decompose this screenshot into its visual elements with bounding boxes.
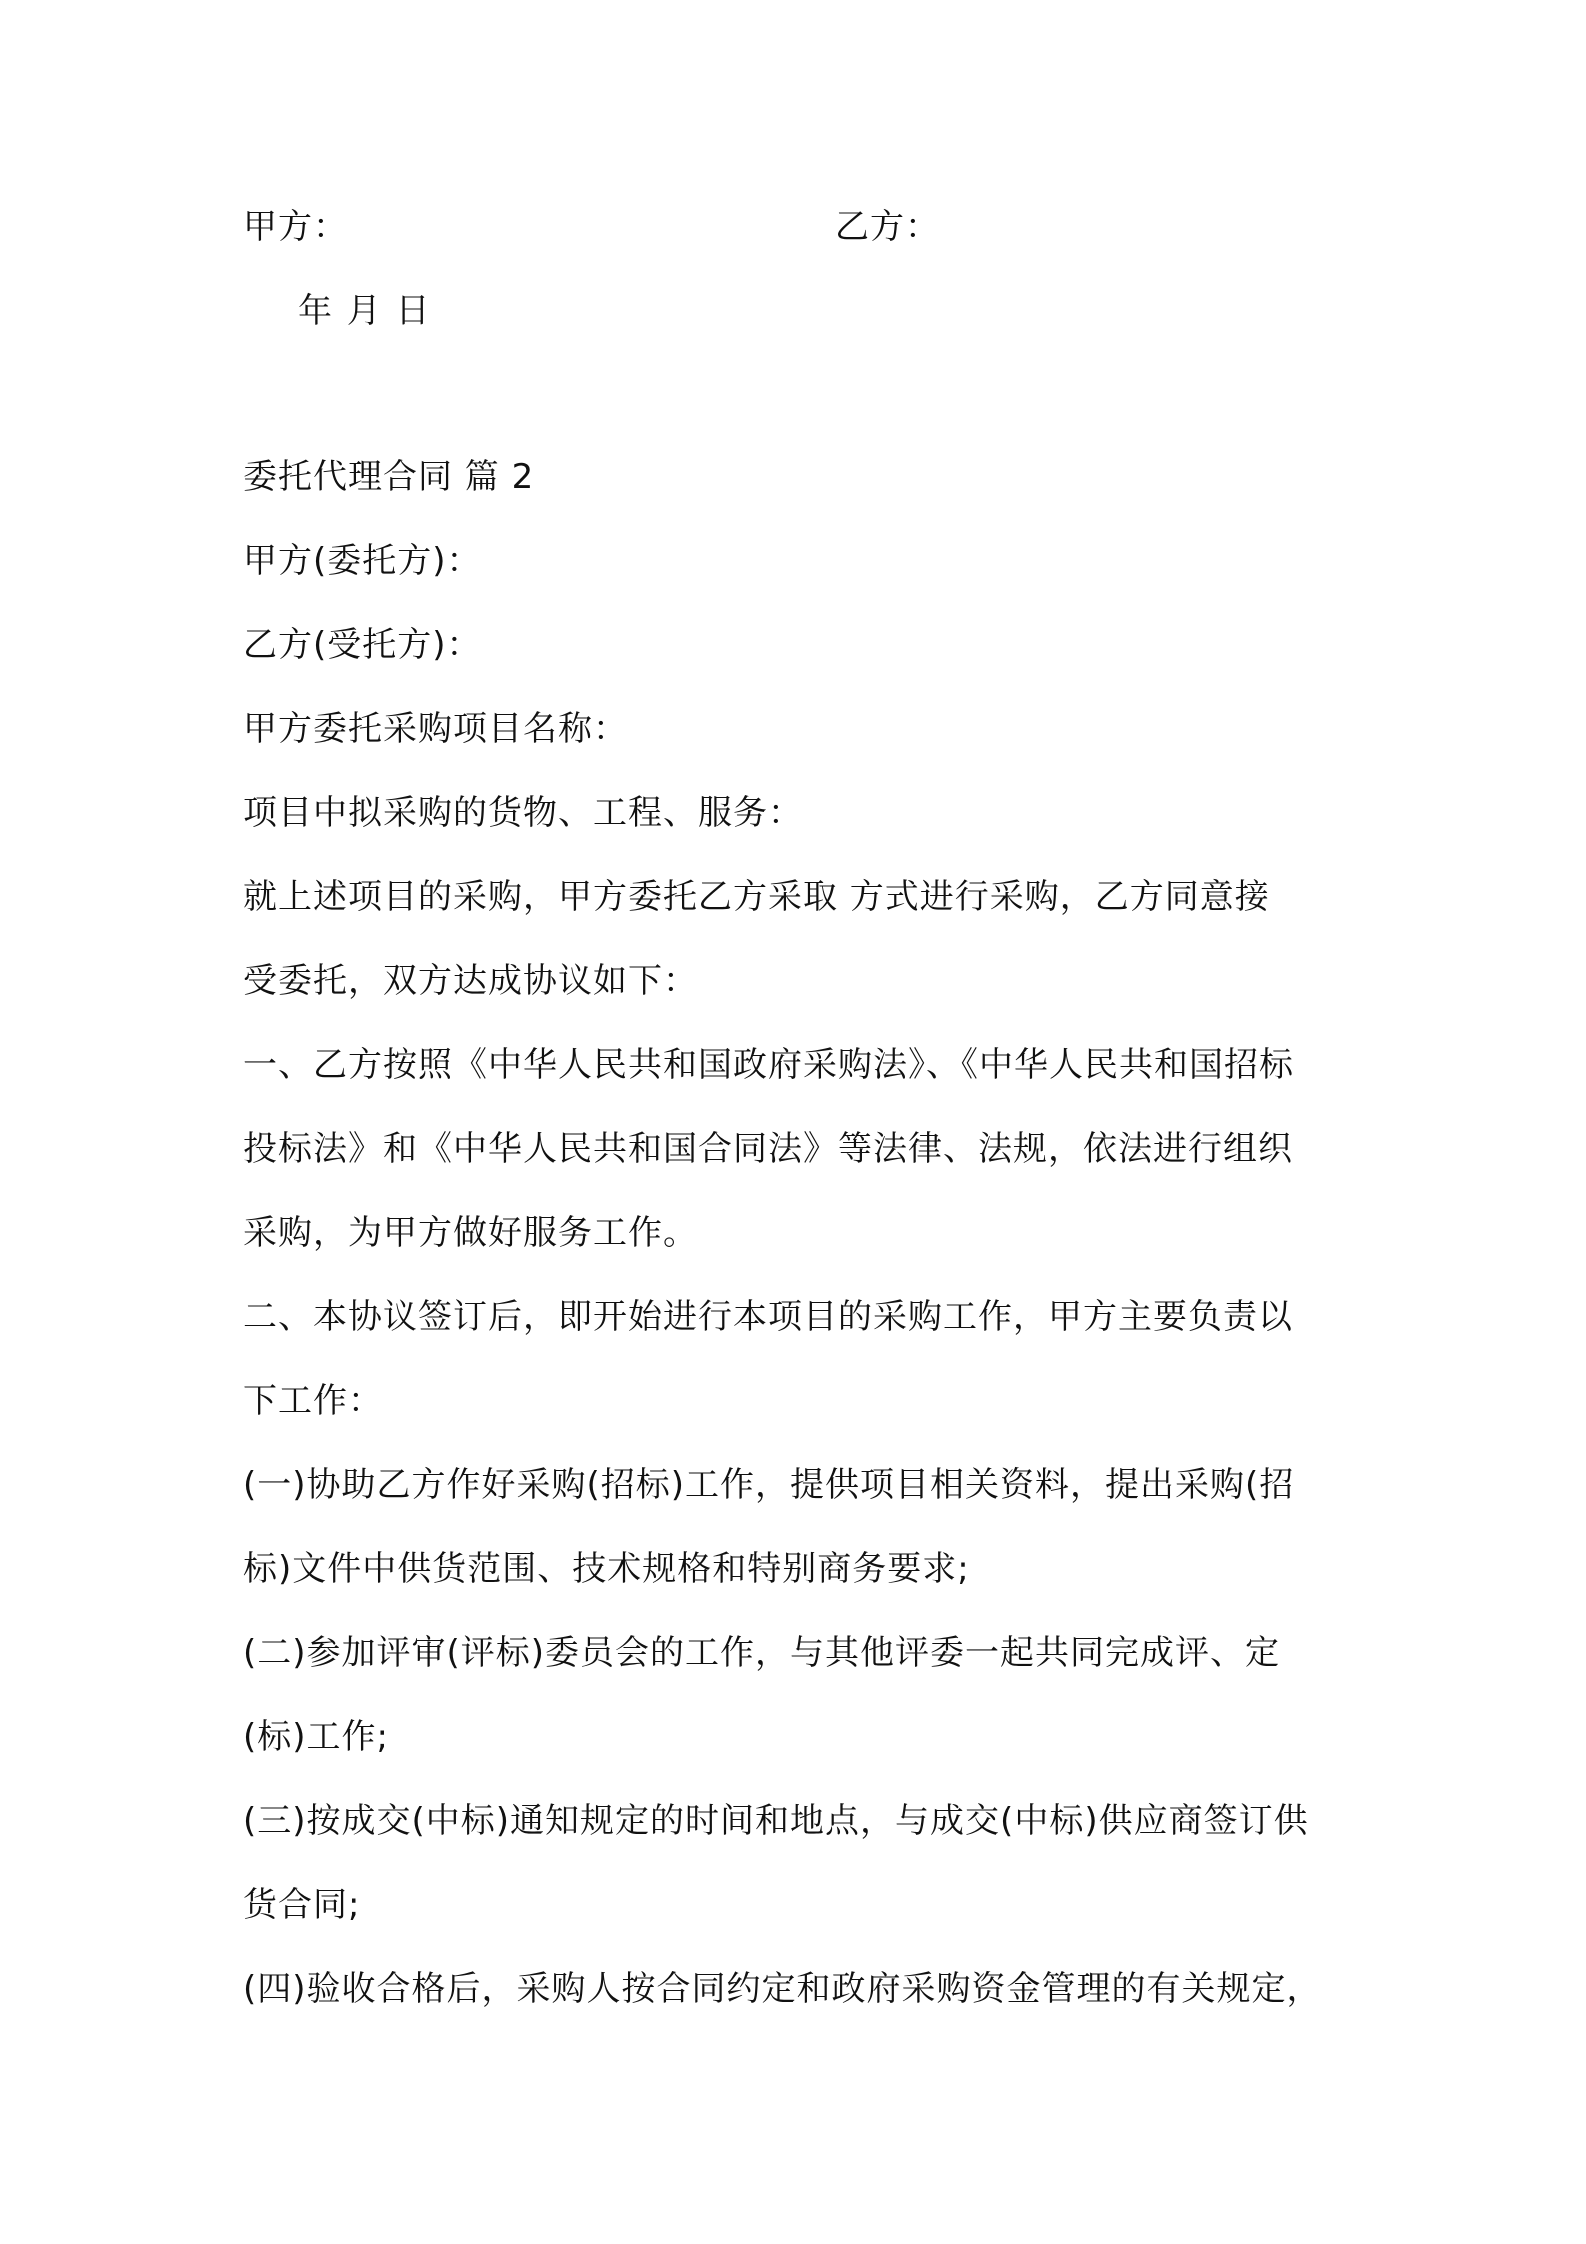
paragraph-line: 货合同; <box>243 1885 361 1925</box>
paragraph-line: 采购，为甲方做好服务工作。 <box>243 1213 698 1253</box>
paragraph-line: 二、本协议签订后，即开始进行本项目的采购工作，甲方主要负责以 <box>243 1297 1293 1337</box>
paragraph-line: 项目中拟采购的货物、工程、服务： <box>243 793 803 833</box>
signature-date: 年 月 日 <box>298 291 432 331</box>
paragraph-line: 就上述项目的采购，甲方委托乙方采取 方式进行采购，乙方同意接 <box>243 877 1270 917</box>
signature-party-b: 乙方： <box>835 207 940 247</box>
paragraph-line: 下工作： <box>243 1381 383 1421</box>
paragraph-line: (四)验收合格后，采购人按合同约定和政府采购资金管理的有关规定， <box>243 1969 1322 2009</box>
paragraph-line: (三)按成交(中标)通知规定的时间和地点，与成交(中标)供应商签订供 <box>243 1801 1309 1841</box>
paragraph-line: 受委托，双方达成协议如下： <box>243 961 698 1001</box>
paragraph-line: 甲方(委托方)： <box>243 541 482 581</box>
paragraph-line: 乙方(受托方)： <box>243 625 482 665</box>
paragraph-line: (标)工作; <box>243 1717 389 1757</box>
paragraph-line: 甲方委托采购项目名称： <box>243 709 628 749</box>
paragraph-line: (二)参加评审(评标)委员会的工作，与其他评委一起共同完成评、定 <box>243 1633 1281 1673</box>
paragraph-line: (一)协助乙方作好采购(招标)工作，提供项目相关资料，提出采购(招 <box>243 1465 1295 1505</box>
section-title: 委托代理合同 篇 2 <box>243 457 535 497</box>
signature-party-a: 甲方： <box>243 207 348 247</box>
paragraph-line: 标)文件中供货范围、技术规格和特别商务要求; <box>243 1549 970 1589</box>
paragraph-line: 投标法》和《中华人民共和国合同法》等法律、法规，依法进行组织 <box>243 1129 1293 1169</box>
paragraph-line: 一、乙方按照《中华人民共和国政府采购法》、《中华人民共和国招标 <box>243 1045 1294 1085</box>
